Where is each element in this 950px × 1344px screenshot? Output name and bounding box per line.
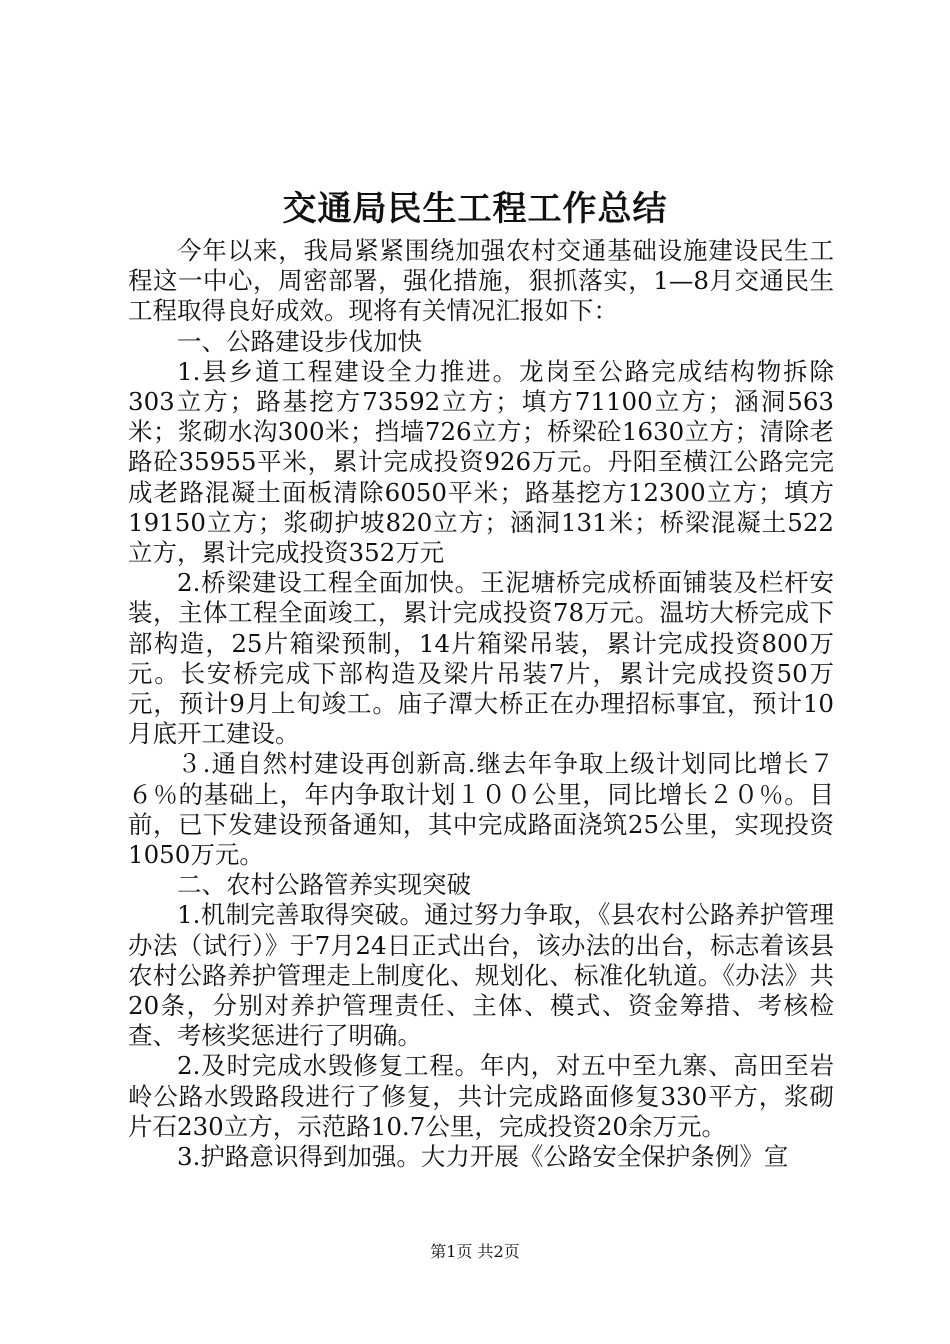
section-heading-1: 一、公路建设步伐加快 <box>177 326 422 356</box>
paragraph-2-1: 1.机制完善取得突破。通过努力争取，《县农村公路养护管理办法（试行）》于7月24日正式出台，该办法的出台，标志着该县农村公路养护管理走上制度化、规划化、标准化轨道。《办法》共20条，分别对养护管理责任、主体、模式、资金筹措、考核检查、考核奖惩进行了明确。 <box>128 900 834 1051</box>
page-footer <box>0 1241 950 1263</box>
paragraph-intro: 今年以来，我局紧紧围绕加强农村交通基础设施建设民生工程这一中心，周密部署，强化措施，狠抓落实，1—8月交通民生工程取得良好成效。现将有关情况汇报如下： <box>128 236 834 326</box>
document-title: 交通局民生工程工作总结 <box>282 189 668 229</box>
section-heading-2: 二、农村公路管养实现突破 <box>177 870 471 900</box>
paragraph-1-3: ３.通自然村建设再创新高.继去年争取上级计划同比增长７６％的基础上，年内争取计划１００公里，同比增长２０％。目前，已下发建设预备通知，其中完成路面浇筑25公里，实现投资1050万元。 <box>128 749 834 870</box>
page-number: 第1页 共2页 <box>430 1242 520 1261</box>
paragraph-2-3: 3.护路意识得到加强。大力开展《公路安全保护条例》宣 <box>177 1142 789 1172</box>
paragraph-2-2: 2.及时完成水毁修复工程。年内，对五中至九寨、高田至岩岭公路水毁路段进行了修复，共计完成路面修复330平方，浆砌片石230立方，示范路10.7公里，完成投资20余万元。 <box>128 1051 834 1141</box>
paragraph-1-2: 2.桥梁建设工程全面加快。王泥塘桥完成桥面铺装及栏杆安装，主体工程全面竣工，累计完成投资78万元。温坊大桥完成下部构造，25片箱梁预制，14片箱梁吊装，累计完成投资800万元。长安桥完成下部构造及梁片吊装7片，累计完成投资50万元，预计9月上旬竣工。庙子潭大桥正在办理招标事宜，预计10月底开工建设。 <box>128 568 834 749</box>
document-body <box>128 236 834 1172</box>
paragraph-1-1: 1.县乡道工程建设全力推进。龙岗至公路完成结构物拆除303立方；路基挖方73592立方；填方71100立方；涵洞563米；浆砌水沟300米；挡墙726立方；桥梁砼1630立方；清除老路砼35955平米，累计完成投资926万元。丹阳至横江公路完完成老路混凝土面板清除6050平米；路基挖方12300立方；填方19150立方；浆砌护坡820立方；涵洞131米；桥梁混凝土522立方，累计完成投资352万元 <box>128 356 834 568</box>
